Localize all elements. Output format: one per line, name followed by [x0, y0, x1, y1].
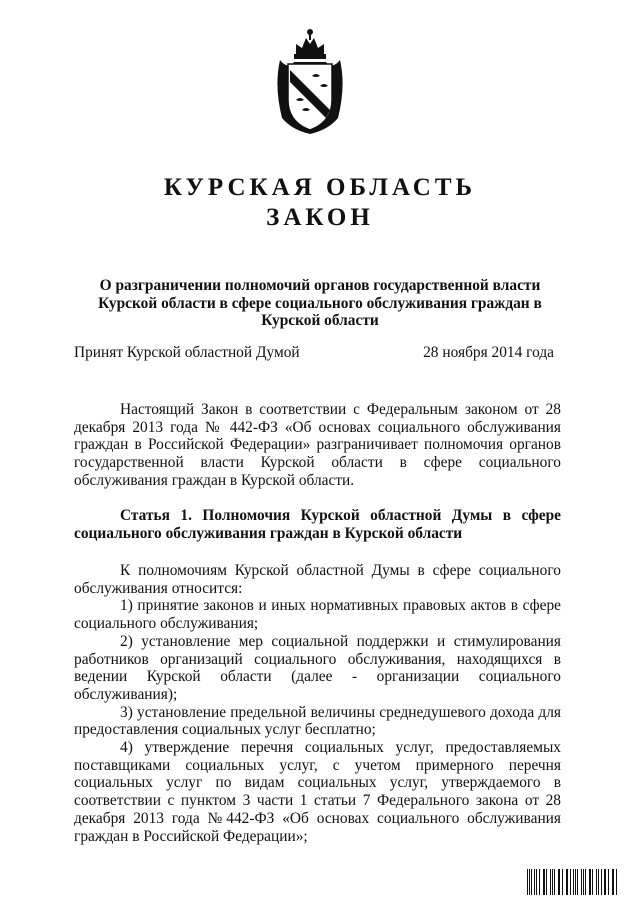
barcode-stripe [577, 869, 578, 895]
barcode-stripe [536, 869, 537, 895]
barcode-stripe [592, 869, 593, 895]
article-1-lead: К полномочиям Курской областной Думы в сфере социального обслуживания относится: [74, 562, 561, 597]
preamble [74, 401, 561, 490]
barcode-stripe [585, 869, 586, 895]
article-1-heading [74, 507, 561, 543]
document-type-title: ЗАКОН [266, 204, 374, 231]
article-1-item: 2) установление мер социальной поддержки и стимулирования работников организаций социального обслуживания, находящихся в ведении Курской области (далее - организации социального обслуживания); [74, 632, 561, 703]
barcode-stripe [534, 869, 535, 895]
article-1-item: 1) принятие законов и иных нормативных правовых актов в сфере социального обслуживания; [74, 597, 561, 633]
preamble-text: Настоящий Закон в соответствии с Федеральным законом от 28 декабря 2013 года № 442-ФЗ «Об основах социального обслуживания граждан в Российской Федерации» разграничивает полномочия органов государственной власти Курской области в сфере социального обслуживания граждан в Курской области. [74, 401, 561, 489]
barcode-stripe [570, 869, 571, 895]
region-title: КУРСКАЯ ОБЛАСТЬ [163, 174, 477, 201]
barcode-stripe [567, 869, 568, 895]
adopted-by: Принят Курской областной Думой [74, 344, 300, 361]
law-subject: О разграничении полномочий органов государственной власти Курской области в сфере социального обслуживания граждан в Курской области [98, 277, 542, 329]
adoption-date: 28 ноября 2014 года [423, 344, 554, 361]
barcode-stripe [605, 869, 606, 895]
barcode-stripe [554, 869, 555, 895]
article-1-item: 4) утверждение перечня социальных услуг, предоставляемых поставщиками социальных услуг, с учетом примерного перечня социальных услуг по видам социальных услуг, утверждаемого в соответствии с пунктом 3 части 1 статьи 7 Федерального закона от 28 декабря 2013 года №442-ФЗ «Об основах социального обслуживания граждан в Российской Федерации»; [74, 739, 561, 845]
article-1-item: 3) установление предельной величины среднедушевого дохода для предоставления социальных услуг бесплатно; [74, 703, 561, 739]
barcode-stripe [559, 869, 560, 895]
article-1-body [74, 562, 561, 845]
barcode-stripe [612, 869, 613, 895]
barcode-stripe [598, 869, 599, 895]
coat-of-arms-icon [272, 26, 348, 136]
barcode [527, 869, 619, 895]
article-1-title: Статья 1. Полномочия Курской областной Думы в сфере социального обслуживания граждан в Курской области [74, 507, 561, 542]
barcode-stripe [546, 869, 547, 895]
barcode-stripe [527, 869, 528, 895]
